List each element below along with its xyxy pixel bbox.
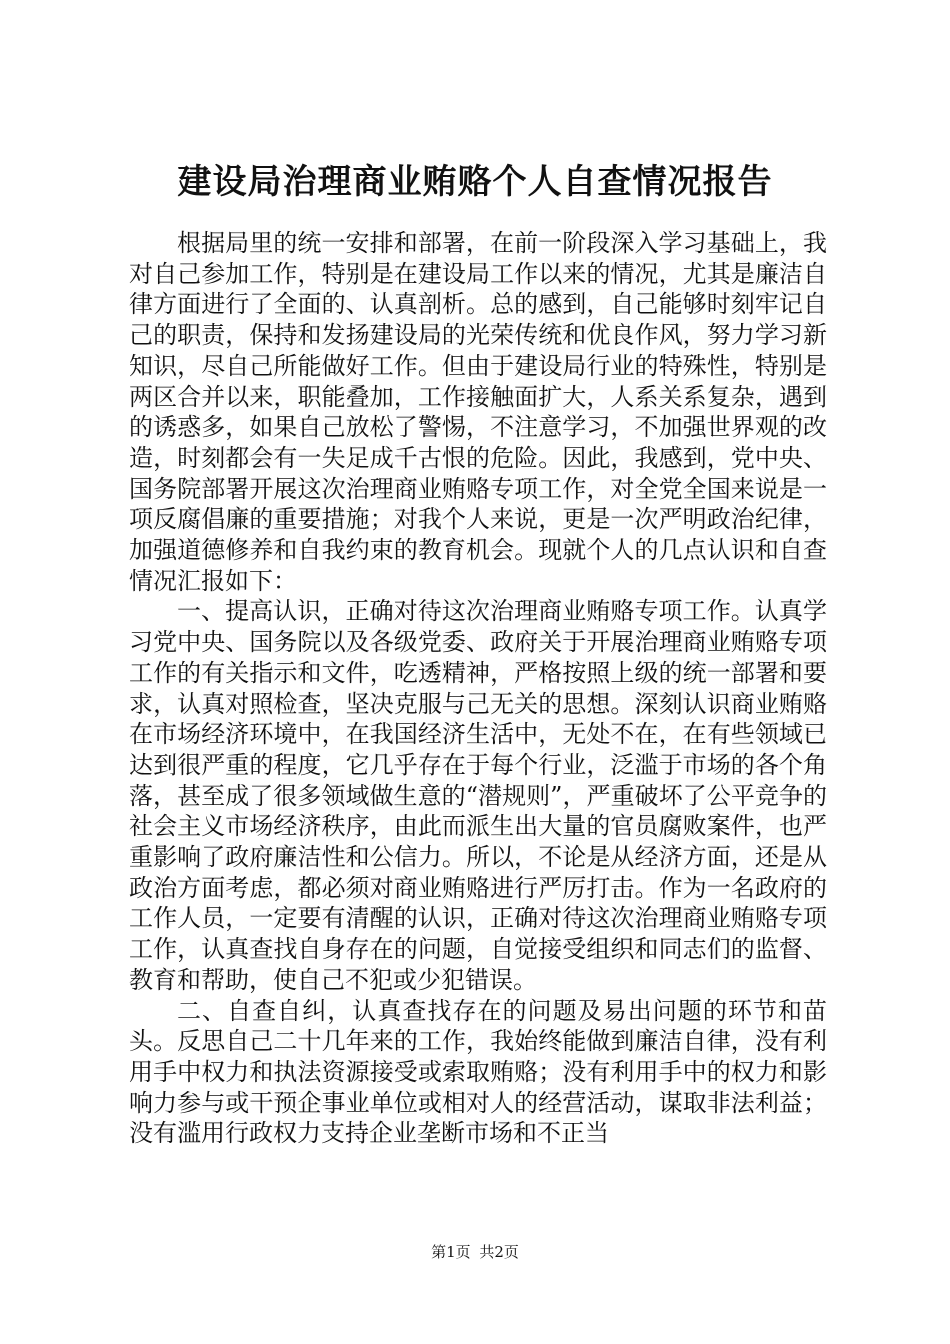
document-body bbox=[129, 228, 827, 1149]
page-number: 第1页 bbox=[431, 1243, 471, 1261]
paragraph-section-one: 一、提高认识，正确对待这次治理商业贿赂专项工作。认真学习党中央、国务院以及各级党委、政府关于开展治理商业贿赂专项工作的有关指示和文件，吃透精神，严格按照上级的统一部署和要求，认真对照检查，坚决克服与己无关的思想。深刻认识商业贿赂在市场经济环境中，在我国经济生活中，无处不在，在有些领域已达到很严重的程度，它几乎存在于每个行业，泛滥于市场的各个角落，甚至成了很多领域做生意的“潜规则”，严重破坏了公平竞争的社会主义市场经济秩序，由此而派生出大量的官员腐败案件，也严重影响了政府廉洁性和公信力。所以，不论是从经济方面，还是从政治方面考虑，都必须对商业贿赂进行严厉打击。作为一名政府的工作人员，一定要有清醒的认识，正确对待这次治理商业贿赂专项工作，认真查找自身存在的问题，自觉接受组织和同志们的监督、教育和帮助，使自己不犯或少犯错误。 bbox=[129, 597, 827, 994]
page-total: 共2页 bbox=[479, 1243, 519, 1261]
paragraph-section-two: 二、自查自纠，认真查找存在的问题及易出问题的环节和苗头。反思自己二十几年来的工作，我始终能做到廉洁自律，没有利用手中权力和执法资源接受或索取贿赂；没有利用手中的权力和影响力参与或干预企事业单位或相对人的经营活动，谋取非法利益；没有滥用行政权力支持企业垄断市场和不正当 bbox=[129, 996, 827, 1148]
page-footer bbox=[0, 1242, 950, 1262]
paragraph-intro: 根据局里的统一安排和部署，在前一阶段深入学习基础上，我对自己参加工作，特别是在建设局工作以来的情况，尤其是廉洁自律方面进行了全面的、认真剖析。总的感到，自己能够时刻牢记自己的职责，保持和发扬建设局的光荣传统和优良作风，努力学习新知识，尽自己所能做好工作。但由于建设局行业的特殊性，特别是两区合并以来，职能叠加，工作接触面扩大，人系关系复杂，遇到的诱惑多，如果自己放松了警惕，不注意学习，不加强世界观的改造，时刻都会有一失足成千古恨的危险。因此，我感到，党中央、国务院部署开展这次治理商业贿赂专项工作，对全党全国来说是一项反腐倡廉的重要措施；对我个人来说，更是一次严明政治纪律，加强道德修养和自我约束的教育机会。现就个人的几点认识和自查情况汇报如下： bbox=[129, 229, 827, 595]
page-title: 建设局治理商业贿赂个人自查情况报告 bbox=[177, 162, 773, 202]
